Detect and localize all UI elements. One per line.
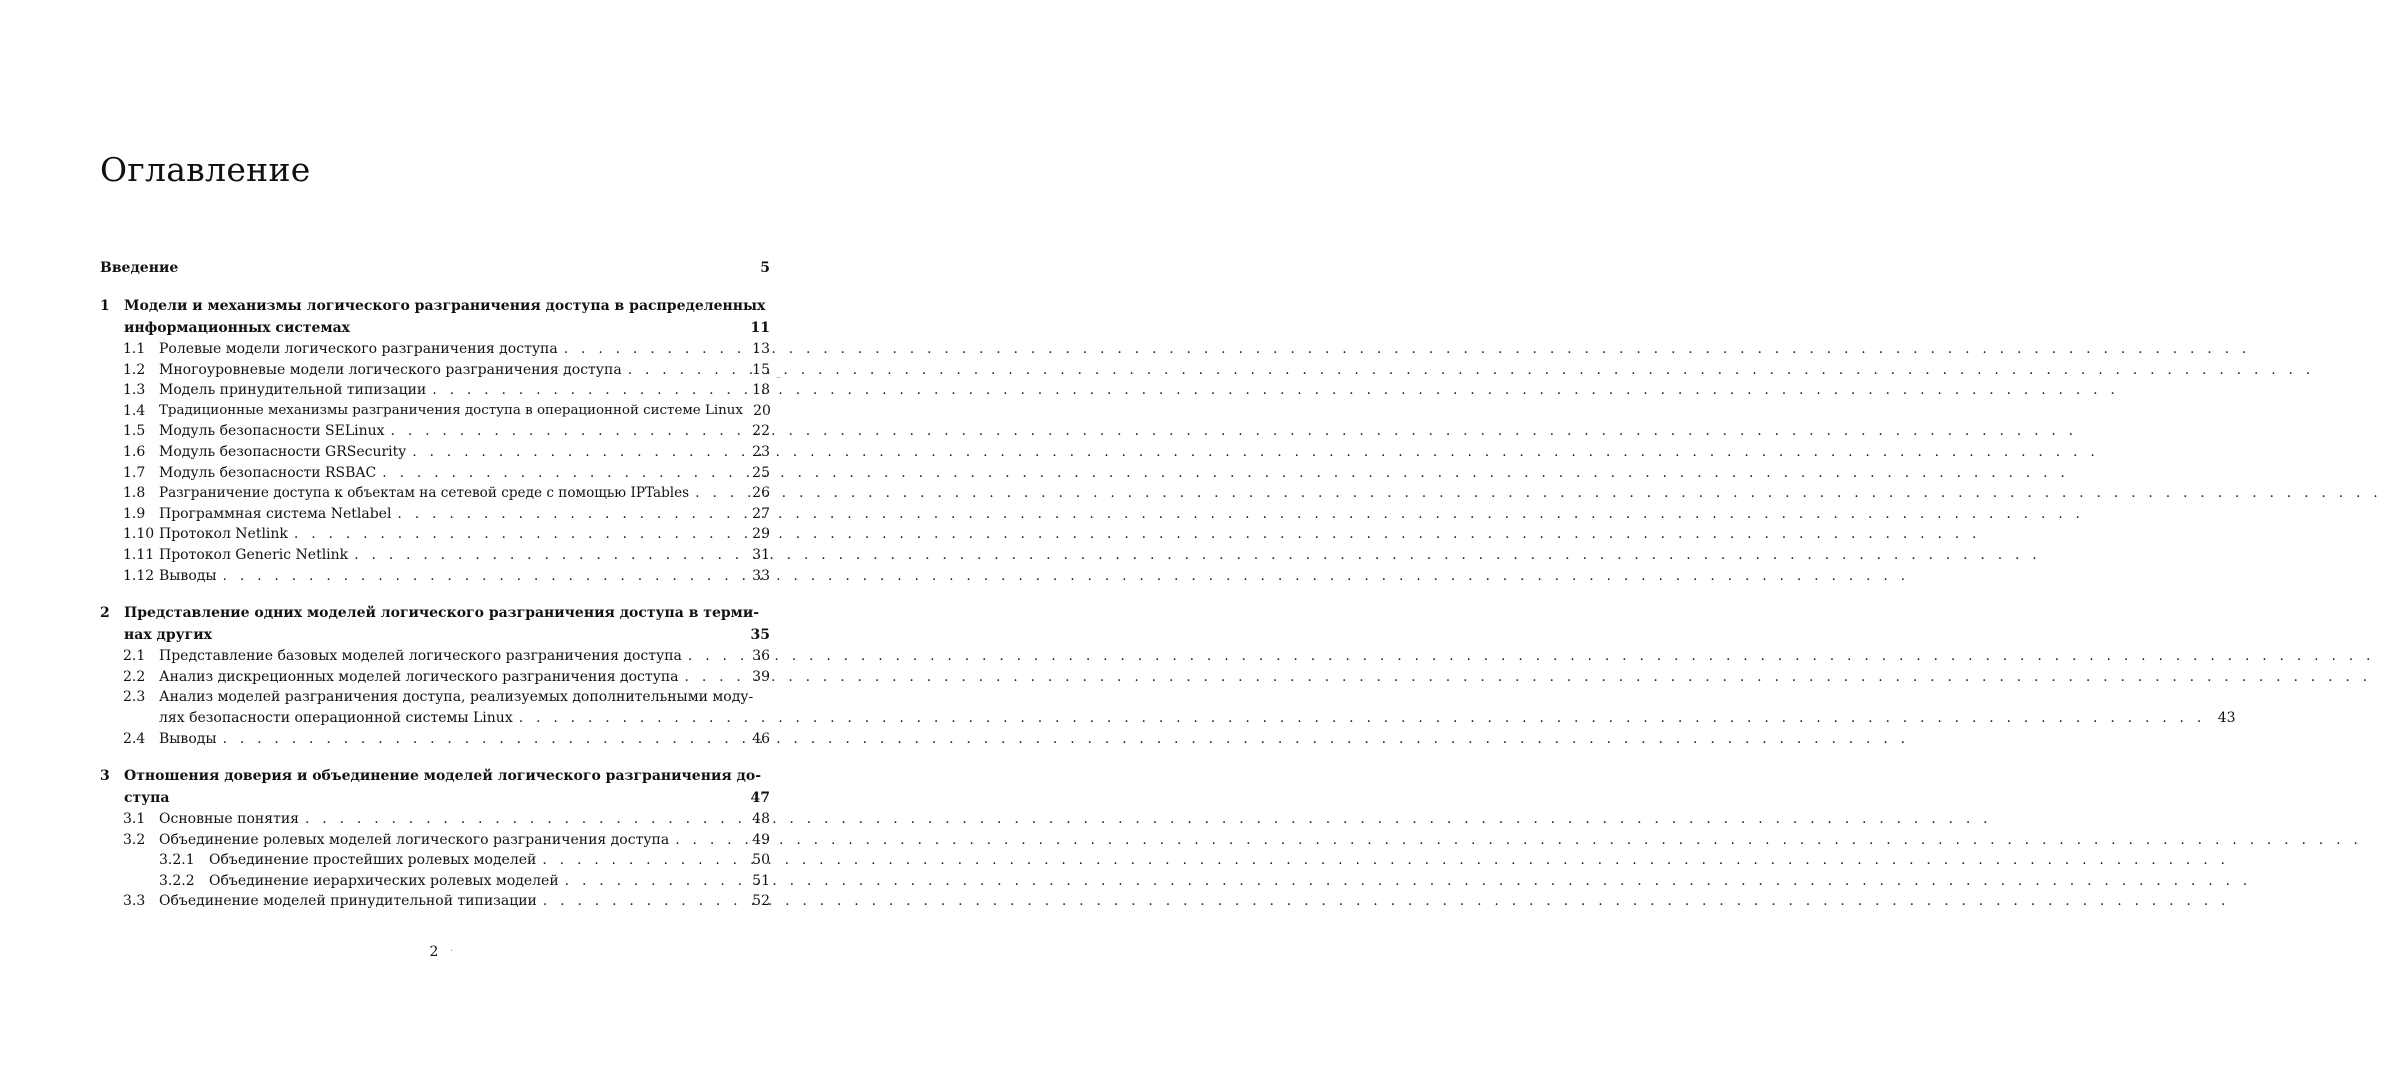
section-page: 26	[752, 485, 770, 502]
leader-dots	[695, 483, 740, 504]
table-of-contents	[100, 256, 2236, 912]
section-title-line2: лях безопасности операционной системы Linux	[159, 709, 513, 726]
section-title: Основные понятия	[159, 811, 299, 828]
leader-dots	[564, 339, 740, 360]
section-page: 22	[752, 423, 770, 440]
toc-entry[interactable]	[100, 421, 770, 442]
section-number: 1.3	[123, 382, 146, 399]
section-page: 52	[752, 893, 770, 910]
chapter-heading[interactable]	[100, 295, 770, 339]
subsection-number: 3.2.1	[159, 852, 195, 869]
leader-dots	[628, 360, 740, 381]
chapter-number: 3	[100, 768, 110, 785]
section-number: 3.2	[123, 831, 146, 848]
section-page: 48	[752, 811, 770, 828]
toc-entry[interactable]	[100, 809, 770, 830]
section-title: Модуль безопасности SELinux	[159, 423, 385, 440]
section-page: 18	[752, 382, 770, 399]
section-page: 25	[752, 464, 770, 481]
toc-entry[interactable]	[100, 360, 770, 381]
section-page: 15	[752, 361, 770, 378]
section-number: 2.2	[123, 668, 146, 685]
page-title: Оглавление	[100, 150, 311, 189]
toc-entry[interactable]	[100, 667, 770, 688]
toc-entry[interactable]	[100, 524, 770, 545]
toc-entry[interactable]	[100, 830, 770, 851]
section-page: 46	[752, 730, 770, 747]
chapter-title-line1: Отношения доверия и объединение моделей логического разграничения до-	[124, 768, 762, 785]
chapter-title-line2: нах других	[124, 627, 212, 644]
leader-dots	[542, 850, 740, 871]
toc-intro-title: Введение	[100, 260, 179, 276]
toc-chapter-2	[100, 602, 2236, 749]
section-title: Разграничение доступа к объектам на сетевой среде с помощью IPTables	[159, 485, 690, 502]
toc-entry[interactable]	[100, 504, 770, 525]
leader-dots	[565, 871, 740, 892]
subsection-number: 3.2.2	[159, 872, 195, 889]
section-title-line1: Анализ моделей разграничения доступа, реализуемых дополнительными моду-	[159, 689, 754, 706]
section-number: 1.7	[123, 464, 146, 481]
section-page: 43	[2217, 709, 2236, 726]
toc-entry[interactable]	[100, 483, 770, 504]
section-page: 13	[752, 341, 770, 357]
leader-dots	[294, 524, 740, 545]
scan-artifact-mark: –	[776, 372, 781, 383]
section-number: 3.3	[123, 893, 146, 910]
section-page: 20	[753, 402, 771, 419]
chapter-heading[interactable]	[100, 765, 770, 809]
leader-dots	[675, 830, 740, 851]
leader-dots	[305, 809, 740, 830]
leader-dots	[382, 463, 740, 484]
chapter-title-line2: ступа	[124, 790, 170, 807]
scan-artifact-mark: ·	[450, 946, 454, 957]
section-page: 36	[752, 648, 770, 665]
leader-dots	[412, 442, 740, 463]
section-page: 33	[752, 567, 770, 584]
toc-chapter-1	[100, 295, 770, 586]
section-number: 2.4	[123, 730, 146, 747]
toc-chapter-3	[100, 765, 770, 912]
toc-entry[interactable]	[100, 566, 770, 587]
subsection-page: 50	[752, 852, 770, 869]
chapter-page: 35	[750, 627, 770, 644]
subsection-title: Объединение иерархических ролевых моделей	[209, 872, 559, 889]
section-title: Объединение ролевых моделей логического разграничения доступа	[159, 831, 670, 848]
leader-dots	[223, 729, 740, 750]
leader-dots	[688, 646, 740, 667]
toc-entry[interactable]	[100, 891, 770, 912]
section-title: Модуль безопасности GRSecurity	[159, 443, 407, 460]
leader-dots	[519, 708, 2206, 729]
chapter-title-line2: информационных системах	[124, 320, 351, 336]
toc-entry[interactable]	[100, 687, 2236, 728]
toc-entry[interactable]	[100, 442, 770, 463]
section-title: Объединение моделей принудительной типизации	[159, 893, 537, 910]
section-number: 1.8	[123, 485, 146, 502]
chapter-number: 2	[100, 605, 110, 622]
leader-dots	[354, 545, 740, 566]
section-title: Многоуровневые модели логического разграничения доступа	[159, 361, 622, 378]
chapter-heading[interactable]	[100, 602, 770, 646]
toc-intro-page: 5	[760, 260, 770, 276]
toc-entry[interactable]	[100, 545, 770, 566]
subsection-page: 51	[752, 872, 770, 889]
toc-subentry[interactable]	[100, 850, 770, 871]
section-title: Протокол Netlink	[159, 526, 288, 543]
section-number: 1.10	[123, 526, 155, 543]
section-number: 1.4	[123, 402, 146, 419]
toc-entry[interactable]	[100, 380, 770, 401]
section-page: 31	[752, 546, 770, 563]
section-number: 1.1	[123, 341, 146, 357]
section-title: Программная система Netlabel	[159, 505, 392, 522]
page-number: 2	[429, 944, 439, 960]
leader-dots	[432, 380, 740, 401]
toc-intro-entry[interactable]	[100, 256, 770, 280]
section-title: Модуль безопасности RSBAC	[159, 464, 377, 481]
section-title: Выводы	[159, 730, 217, 747]
chapter-page: 11	[750, 320, 770, 336]
chapter-title-line1: Представление одних моделей логического разграничения доступа в терми-	[124, 605, 760, 622]
section-number: 1.6	[123, 443, 146, 460]
section-number: 3.1	[123, 811, 146, 828]
toc-entry[interactable]	[100, 463, 770, 484]
chapter-number: 1	[100, 298, 110, 314]
section-title: Представление базовых моделей логического разграничения доступа	[159, 648, 682, 665]
section-title: Модель принудительной типизации	[159, 382, 427, 399]
leader-dots	[397, 504, 740, 525]
section-title: Традиционные механизмы разграничения доступа в операционной системе Linux	[159, 402, 743, 418]
section-page: 49	[752, 831, 770, 848]
leader-dots	[391, 421, 740, 442]
toc-entry[interactable]	[100, 646, 770, 667]
section-page: 27	[752, 505, 770, 522]
section-number: 2.3	[123, 689, 146, 706]
section-page: 39	[752, 668, 770, 685]
section-number: 1.2	[123, 361, 146, 378]
leader-dots	[543, 891, 740, 912]
section-title: Протокол Generic Netlink	[159, 546, 349, 563]
toc-entry[interactable]	[100, 729, 770, 750]
section-title: Анализ дискреционных моделей логического разграничения доступа	[159, 668, 679, 685]
toc-entry[interactable]	[100, 401, 770, 422]
section-number: 1.11	[123, 546, 155, 563]
chapter-title-line1: Модели и механизмы логического разграничения доступа в распределенных	[124, 298, 766, 314]
subsection-title: Объединение простейших ролевых моделей	[209, 852, 537, 869]
toc-subentry[interactable]	[100, 871, 770, 892]
section-number: 1.12	[123, 567, 155, 584]
section-page: 23	[752, 443, 770, 460]
leader-dots	[685, 667, 740, 688]
section-number: 1.5	[123, 423, 146, 440]
chapter-page: 47	[750, 790, 770, 807]
section-page: 29	[752, 526, 770, 543]
section-title: Выводы	[159, 567, 217, 584]
section-number: 2.1	[123, 648, 146, 665]
section-number: 1.9	[123, 505, 146, 522]
leader-dots	[223, 566, 740, 587]
toc-entry[interactable]	[100, 339, 770, 360]
section-title: Ролевые модели логического разграничения доступа	[159, 341, 558, 357]
